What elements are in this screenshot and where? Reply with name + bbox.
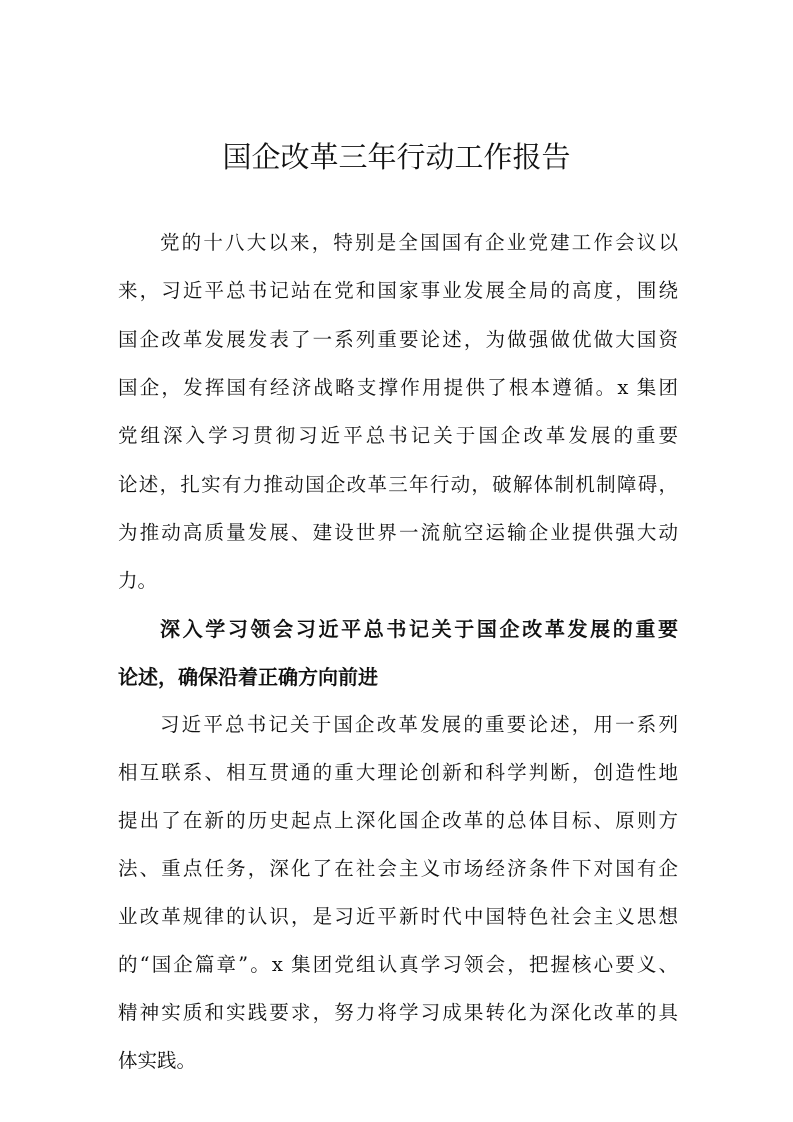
paragraph-2-line: 业改革规律的认识，是习近平新时代中国特色社会主义思想 xyxy=(118,905,678,928)
paragraph-1-line: 力。 xyxy=(118,569,158,592)
paragraph-2-line: 的“国企篇章”。x 集团党组认真学习领会，把握核心要义、 xyxy=(118,953,678,976)
paragraph-1-line: 来，习近平总书记站在党和国家事业发展全局的高度，围绕 xyxy=(118,279,678,302)
paragraph-1-line: 国企改革发展发表了一系列重要论述，为做强做优做大国资 xyxy=(118,328,678,351)
section-heading-line: 论述，确保沿着正确方向前进 xyxy=(118,665,378,689)
paragraph-2-line: 习近平总书记关于国企改革发展的重要论述，用一系列 xyxy=(160,713,678,736)
paragraph-2-line: 法、重点任务，深化了在社会主义市场经济条件下对国有企 xyxy=(118,857,678,880)
paragraph-2-line: 精神实质和实践要求，努力将学习成果转化为深化改革的具 xyxy=(118,1001,678,1024)
paragraph-2-line: 体实践。 xyxy=(118,1049,197,1072)
paragraph-1-line: 党的十八大以来，特别是全国国有企业党建工作会议以 xyxy=(160,231,678,254)
paragraph-1-line: 为推动高质量发展、建设世界一流航空运输企业提供强大动 xyxy=(118,521,678,544)
paragraph-1-line: 党组深入学习贯彻习近平总书记关于国企改革发展的重要 xyxy=(118,424,678,447)
section-heading-line: 深入学习领会习近平总书记关于国企改革发展的重要 xyxy=(160,617,678,641)
document-title: 国企改革三年行动工作报告 xyxy=(222,140,571,174)
paragraph-2-line: 提出了在新的历史起点上深化国企改革的总体目标、原则方 xyxy=(118,809,678,832)
paragraph-1-line: 论述，扎实有力推动国企改革三年行动，破解体制机制障碍， xyxy=(118,473,678,496)
paragraph-1-line: 国企，发挥国有经济战略支撑作用提供了根本遵循。x 集团 xyxy=(118,376,678,399)
paragraph-2-line: 相互联系、相互贯通的重大理论创新和科学判断，创造性地 xyxy=(118,761,678,784)
